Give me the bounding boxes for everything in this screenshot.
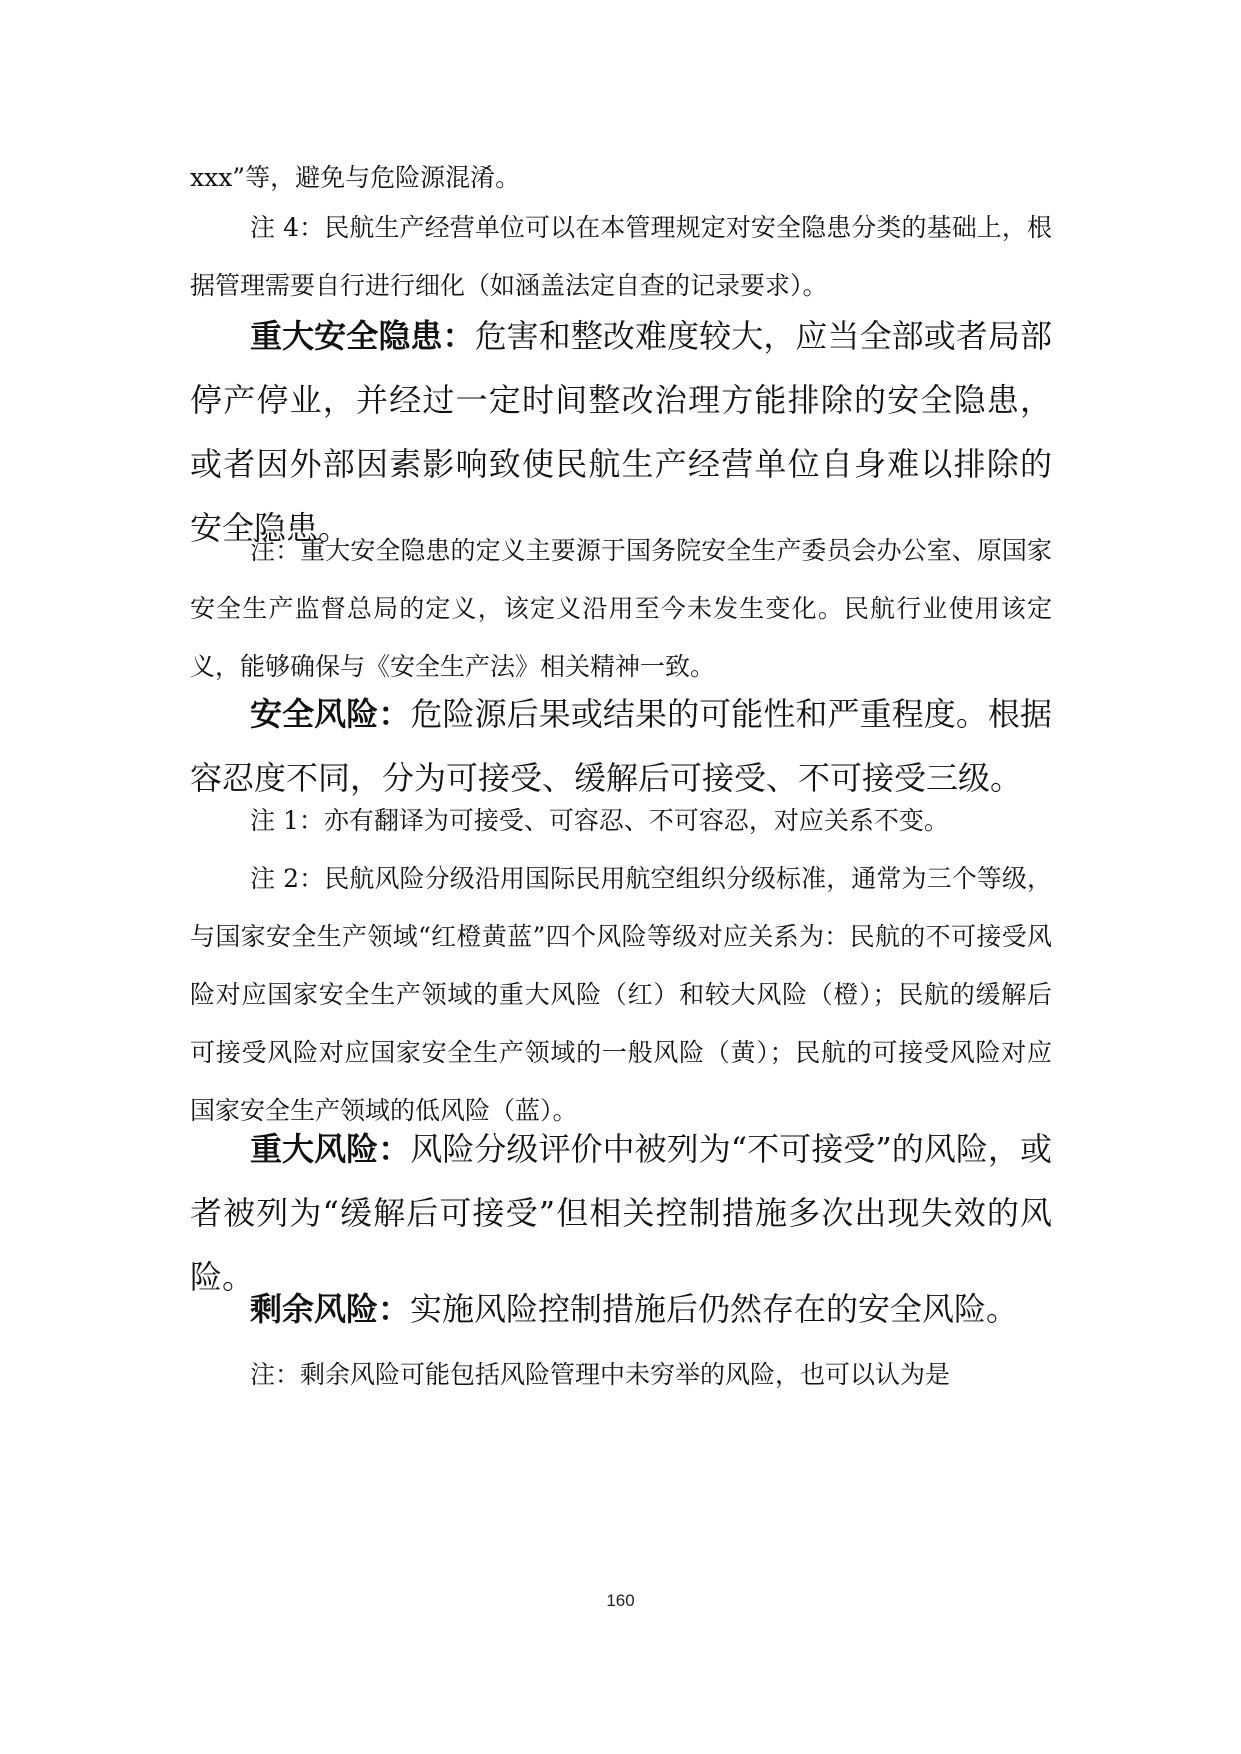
definition-text: 风险分级评价中被列为“不可接受”的风险，或者被列为“缓解后可接受”但相关控制措施多次出现失效的风险。 <box>190 1130 1052 1296</box>
paragraph-text: 注：重大安全隐患的定义主要源于国务院安全生产委员会办公室、原国家安全生产监督总局的定义，该定义沿用至今未发生变化。民航行业使用该定义，能够确保与《安全生产法》相关精神一致。 <box>190 536 1052 681</box>
note-residual-risk <box>190 1346 1052 1404</box>
definition-residual-risk <box>190 1277 1052 1341</box>
term-label: 重大安全隐患： <box>250 317 475 355</box>
definition-safety-risk <box>190 682 1052 810</box>
paragraph-text: 注 2：民航风险分级沿用国际民用航空组织分级标准，通常为三个等级，与国家安全生产领域“红橙黄蓝”四个风险等级对应关系为：民航的不可接受风险对应国家安全生产领域的重大风险（红）和较大风险（橙）；民航的缓解后可接受风险对应国家安全生产领域的一般风险（黄）；民航的可接受风险对应国家安全生产领域的低风险（蓝）。 <box>190 864 1052 1125</box>
definition-text: 危险源后果或结果的可能性和严重程度。根据容忍度不同，分为可接受、缓解后可接受、不可接受三级。 <box>190 695 1052 797</box>
note-1 <box>190 792 1052 850</box>
page-number: 160 <box>606 1591 635 1610</box>
paragraph-text: 注：剩余风险可能包括风险管理中未穷举的风险，也可以认为是 <box>250 1360 951 1389</box>
term-label: 重大风险： <box>250 1130 411 1168</box>
note-4 <box>190 199 1052 315</box>
paragraph-text: xxx”等，避免与危险源混淆。 <box>190 163 521 192</box>
paragraph-text: 注 4：民航生产经营单位可以在本管理规定对安全隐患分类的基础上，根据管理需要自行进行细化（如涵盖法定自查的记录要求）。 <box>190 213 1052 300</box>
definition-text: 实施风险控制措施后仍然存在的安全风险。 <box>410 1290 1019 1328</box>
term-label: 剩余风险： <box>250 1290 411 1328</box>
note-2 <box>190 850 1052 1140</box>
term-label: 安全风险： <box>250 695 411 733</box>
note-major-hidden-danger <box>190 522 1052 696</box>
paragraph-text: 注 1：亦有翻译为可接受、可容忍、不可容忍，对应关系不变。 <box>250 806 949 835</box>
definition-text: 危害和整改难度较大，应当全部或者局部停产停业，并经过一定时间整改治理方能排除的安全隐患，或者因外部因素影响致使民航生产经营单位自身难以排除的安全隐患。 <box>190 317 1052 547</box>
